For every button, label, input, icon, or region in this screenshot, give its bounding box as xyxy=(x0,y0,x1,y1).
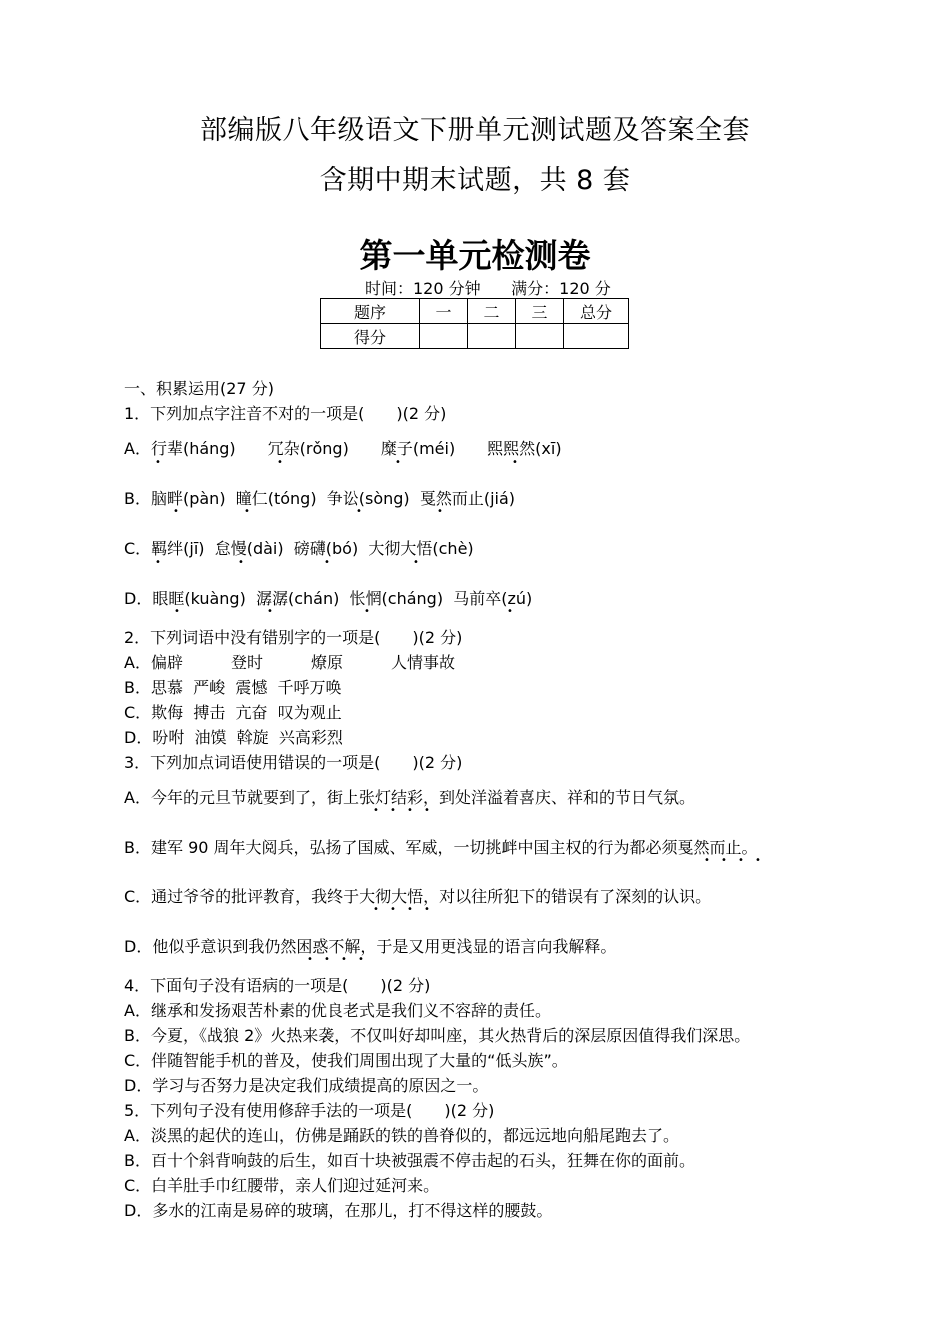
q4-option-a: A．继承和发扬艰苦朴素的优良老式是我们义不容辞的责任。 xyxy=(124,1001,551,1020)
document-title-line2: 含期中期末试题，共 8 套 xyxy=(319,165,631,196)
score-table-cell: 总分 xyxy=(564,299,629,324)
question-4: 4．下面句子没有语病的一项是( )(2 分) xyxy=(124,976,431,995)
q2-option-d: D．吩咐 油馍 斡旋 兴高彩烈 xyxy=(124,728,343,747)
q3-option-d: D．他似乎意识到我仍然困惑不解，于是又用更浅显的语言向我解释。 xyxy=(124,937,617,956)
emphasis-dot: • xyxy=(341,954,347,965)
q3-option-a: A．今年的元旦节就要到了，街上张灯结彩，到处洋溢着喜庆、祥和的节日气氛。 xyxy=(124,788,695,807)
emphasis-dot: • xyxy=(373,904,379,915)
q3-option-c: C．通过爷爷的批评教育，我终于大彻大悟，对以往所犯下的错误有了深刻的认识。 xyxy=(124,887,712,906)
emphasis-dot: • xyxy=(356,506,362,517)
emphasis-dot: • xyxy=(407,805,413,816)
emphasis-dot: • xyxy=(364,606,370,617)
q1-option-c: C．羁绊(jī) 怠慢(dài) 磅礴(bó) 大彻大悟(chè) xyxy=(124,539,474,558)
emphasis-dot: • xyxy=(390,904,396,915)
emphasis-dot: • xyxy=(507,606,513,617)
score-table xyxy=(320,298,629,349)
q1-option-d: D．眼眶(kuàng) 潺潺(chán) 怅惘(cháng) 马前卒(zú) xyxy=(124,589,533,608)
q5-option-b: B．百十个斜背响鼓的后生，如百十块被强震不停击起的石头，狂舞在你的面前。 xyxy=(124,1151,695,1170)
emphasis-dot: • xyxy=(358,954,364,965)
emphasis-dot: • xyxy=(395,457,401,468)
emphasis-dot: • xyxy=(267,606,273,617)
full-score-label: 满分：120 分 xyxy=(511,279,611,298)
emphasis-dot: • xyxy=(324,954,330,965)
emphasis-dot: • xyxy=(738,855,744,866)
emphasis-dot: • xyxy=(424,805,430,816)
q4-option-c: C．伴随智能手机的普及，使我们周围出现了大量的“低头族”。 xyxy=(124,1051,568,1070)
score-table-header-row xyxy=(321,299,629,324)
emphasis-dot: • xyxy=(437,506,443,517)
emphasis-dot: • xyxy=(238,557,244,568)
emphasis-dot: • xyxy=(721,855,727,866)
emphasis-dot: • xyxy=(155,457,161,468)
emphasis-dot: • xyxy=(373,805,379,816)
score-table-cell: 题序 xyxy=(321,299,420,324)
document-title-line1: 部编版八年级语文下册单元测试题及答案全套 xyxy=(200,115,750,146)
section-heading: 一、积累运用(27 分) xyxy=(124,379,274,398)
q2-option-b: B．思慕 严峻 震憾 千呼万唤 xyxy=(124,678,342,697)
q5-option-c: C．白羊肚手巾红腰带，亲人们迎过延河来。 xyxy=(124,1176,440,1195)
question-5: 5．下列句子没有使用修辞手法的一项是( )(2 分) xyxy=(124,1101,495,1120)
score-cell-empty xyxy=(564,324,629,349)
question-2: 2．下列词语中没有错别字的一项是( )(2 分) xyxy=(124,628,463,647)
unit-title: 第一单元检测卷 xyxy=(359,236,591,275)
question-3: 3．下列加点词语使用错误的一项是( )(2 分) xyxy=(124,753,463,772)
emphasis-dot: • xyxy=(307,954,313,965)
q2-option-c: C．欺侮 搏击 亢奋 叹为观止 xyxy=(124,703,342,722)
q1-option-b: B．脑畔(pàn) 瞳仁(tóng) 争讼(sòng) 戛然而止(jiá) xyxy=(124,489,516,508)
emphasis-dot: • xyxy=(413,557,419,568)
score-cell-empty xyxy=(420,324,468,349)
score-table-score-row xyxy=(321,324,629,349)
score-cell-empty xyxy=(468,324,516,349)
emphasis-dot: • xyxy=(704,855,710,866)
score-table-cell: 二 xyxy=(468,299,516,324)
score-row-label: 得分 xyxy=(321,324,420,349)
emphasis-dot: • xyxy=(173,506,179,517)
emphasis-dot: • xyxy=(755,855,761,866)
q4-option-b: B．今夏，《战狼 2》火热来袭，不仅叫好却叫座，其火热背后的深层原因值得我们深思。 xyxy=(124,1026,751,1045)
emphasis-dot: • xyxy=(424,904,430,915)
emphasis-dot: • xyxy=(390,805,396,816)
q1-option-a: A．行辈(háng) 冗杂(rǒng) 糜子(méi) 熙熙然(xī) xyxy=(124,439,562,458)
time-label: 时间：120 分钟 xyxy=(365,279,481,298)
question-1: 1．下列加点字注音不对的一项是( )(2 分) xyxy=(124,404,447,423)
emphasis-dot: • xyxy=(407,904,413,915)
q5-option-a: A．淡黑的起伏的连山，仿佛是踊跃的铁的兽脊似的，都远远地向船尾跑去了。 xyxy=(124,1126,679,1145)
emphasis-dot: • xyxy=(244,506,250,517)
emphasis-dot: • xyxy=(155,557,161,568)
emphasis-dot: • xyxy=(324,557,330,568)
score-table-cell: 一 xyxy=(420,299,468,324)
exam-meta xyxy=(365,276,611,299)
q5-option-d: D．多水的江南是易碎的玻璃，在那儿，打不得这样的腰鼓。 xyxy=(124,1201,553,1220)
q3-option-b: B．建军 90 周年大阅兵，弘扬了国威、军威，一切挑衅中国主权的行为都必须戛然而止。 xyxy=(124,838,758,857)
score-cell-empty xyxy=(516,324,564,349)
q2-option-a: A．偏辟 登时 燎原 人情事故 xyxy=(124,653,455,672)
emphasis-dot: • xyxy=(277,457,283,468)
emphasis-dot: • xyxy=(174,606,180,617)
score-table-cell: 三 xyxy=(516,299,564,324)
emphasis-dot: • xyxy=(512,457,518,468)
q4-option-d: D．学习与否努力是决定我们成绩提高的原因之一。 xyxy=(124,1076,489,1095)
